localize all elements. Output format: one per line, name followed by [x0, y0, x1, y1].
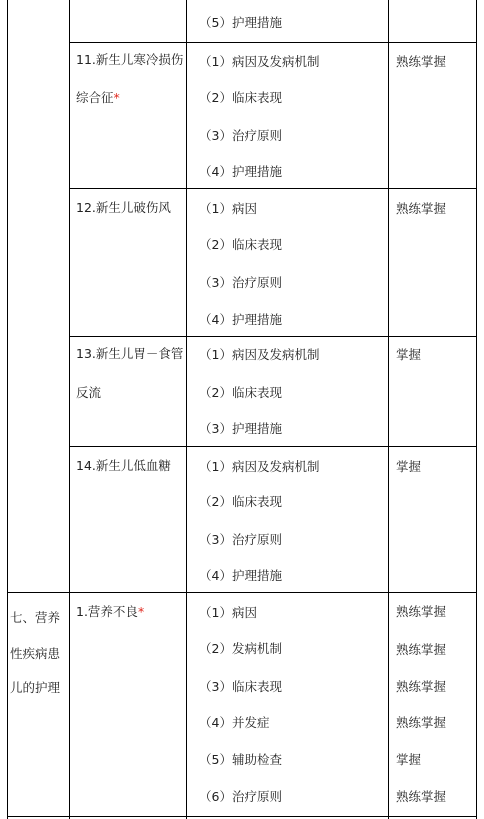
topic-title-text: 1.营养不良	[76, 604, 138, 619]
list-item: （6）治疗原则	[199, 789, 282, 804]
important-star: *	[113, 90, 120, 105]
section-title: 七、营养	[10, 610, 61, 625]
table-border-right	[476, 0, 477, 819]
topic-title: 11.新生儿寒冷损伤	[76, 52, 184, 67]
list-item: （3）治疗原则	[199, 532, 282, 547]
column-divider-3	[388, 0, 389, 819]
column-divider-1	[69, 0, 70, 819]
section-title: 儿的护理	[10, 680, 61, 695]
list-item: （3）临床表现	[199, 679, 282, 694]
row-divider	[69, 336, 477, 337]
list-item: （3）治疗原则	[199, 275, 282, 290]
list-item: （2）临床表现	[199, 494, 282, 509]
requirement-level: 掌握	[396, 347, 422, 362]
row-divider	[69, 446, 477, 447]
list-item: （1）病因及发病机制	[199, 459, 320, 474]
requirement-level: 熟练掌握	[396, 201, 447, 216]
list-item: （1）病因及发病机制	[199, 347, 320, 362]
requirement-level: 熟练掌握	[396, 54, 447, 69]
list-item: （2）临床表现	[199, 237, 282, 252]
list-item: （1）病因	[199, 201, 257, 216]
requirement-level: 熟练掌握	[396, 789, 447, 804]
list-item: （5）护理措施	[199, 15, 282, 30]
important-star: *	[137, 604, 145, 619]
list-item: （4）护理措施	[199, 312, 282, 327]
topic-title: 14.新生儿低血糖	[76, 458, 171, 473]
requirement-level: 熟练掌握	[396, 715, 447, 730]
list-item: （2）临床表现	[199, 385, 282, 400]
topic-title-text: 综合征	[76, 90, 114, 105]
requirement-level: 掌握	[396, 459, 422, 474]
topic-title: 反流	[76, 385, 102, 400]
list-item: （2）发病机制	[199, 641, 282, 656]
topic-title: 12.新生儿破伤风	[76, 200, 171, 215]
list-item: （1）病因	[199, 605, 257, 620]
list-item: （1）病因及发病机制	[199, 54, 320, 69]
list-item: （5）辅助检查	[199, 752, 282, 767]
section-title: 性疾病患	[10, 646, 61, 661]
list-item: （4）护理措施	[199, 568, 282, 583]
list-item: （4）并发症	[199, 715, 270, 730]
list-item: （2）临床表现	[199, 90, 282, 105]
row-divider	[69, 42, 477, 43]
row-divider	[7, 592, 477, 593]
requirement-level: 掌握	[396, 752, 422, 767]
row-divider	[69, 188, 477, 189]
list-item: （3）护理措施	[199, 421, 282, 436]
requirement-level: 熟练掌握	[396, 604, 447, 619]
list-item: （4）护理措施	[199, 164, 282, 179]
requirement-level: 熟练掌握	[396, 642, 447, 657]
topic-title	[76, 603, 144, 621]
table-border-bottom	[7, 816, 477, 817]
topic-title: 13.新生儿胃－食管	[76, 346, 184, 361]
topic-title	[76, 89, 120, 107]
column-divider-2	[186, 0, 187, 819]
requirement-level: 熟练掌握	[396, 679, 447, 694]
list-item: （3）治疗原则	[199, 128, 282, 143]
table-border-left	[7, 0, 8, 819]
